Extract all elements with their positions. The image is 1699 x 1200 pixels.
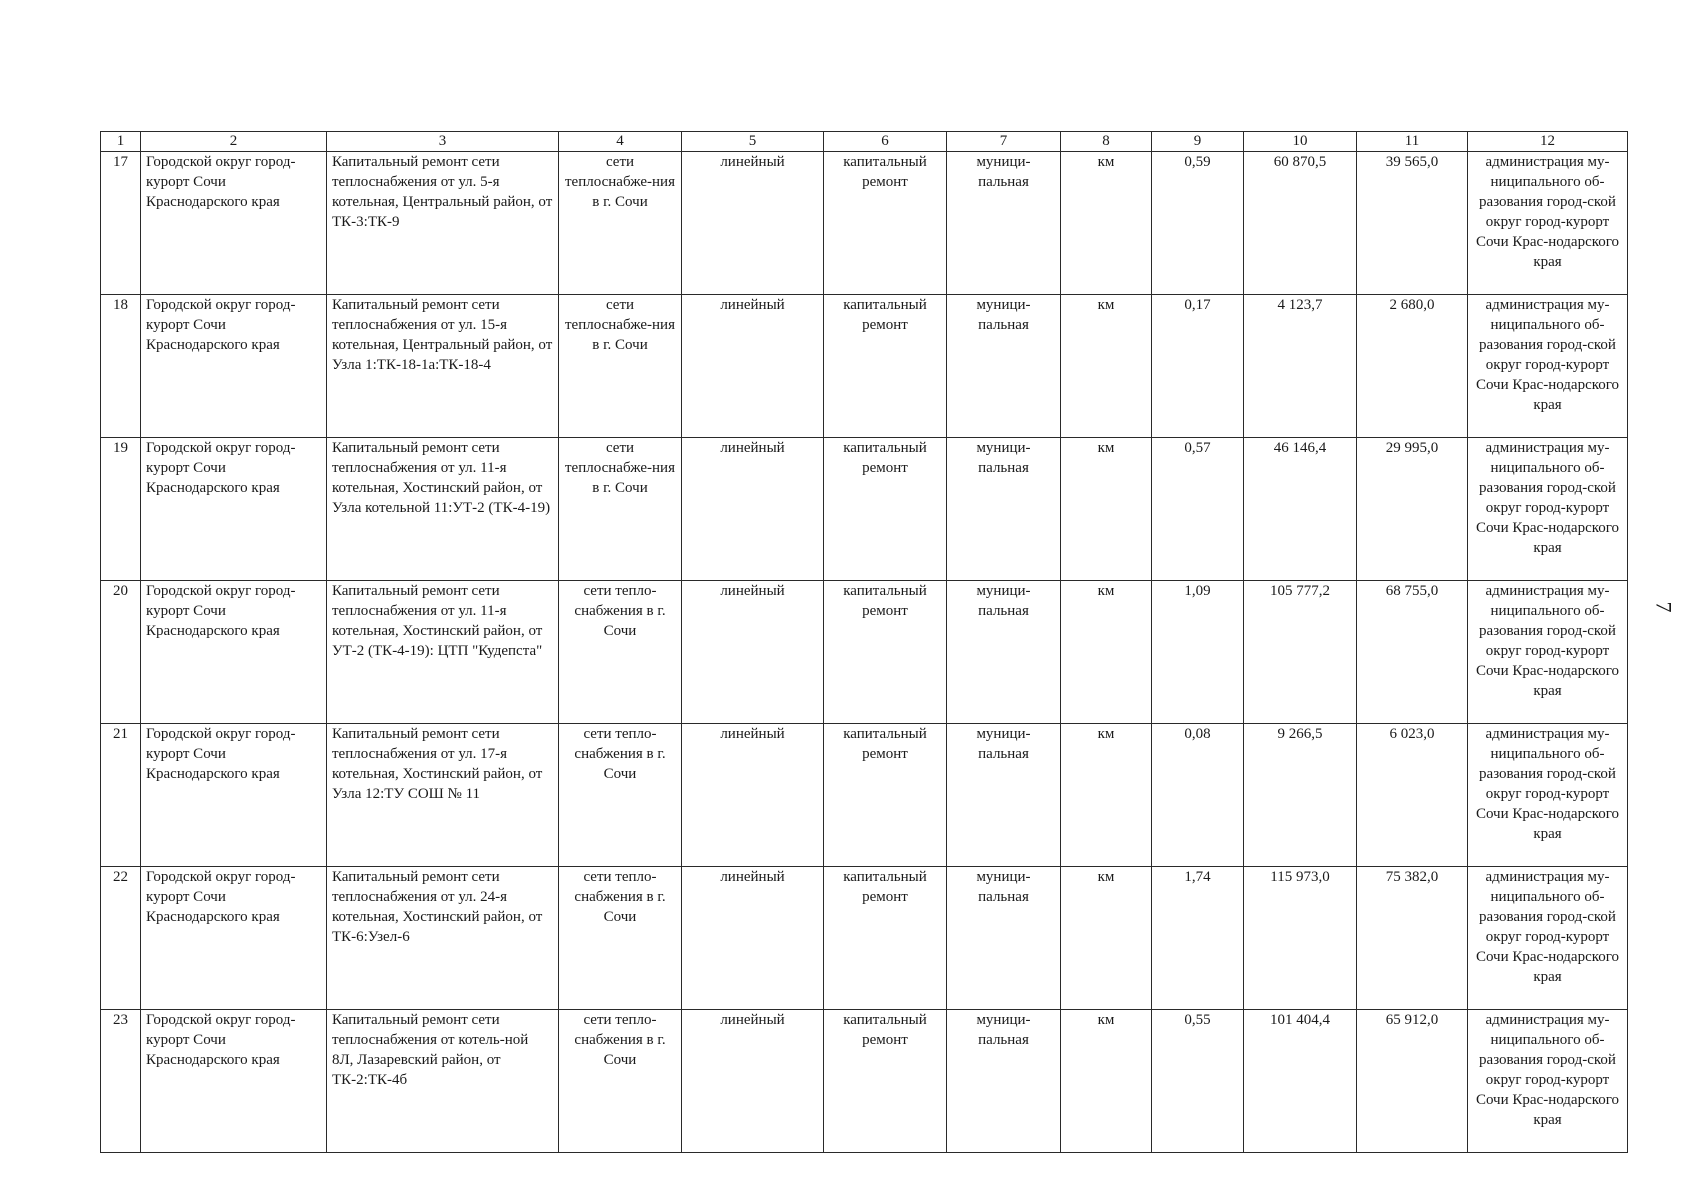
type-cell: линейный — [682, 295, 824, 438]
table-row — [101, 152, 1628, 295]
customer-cell: администрация му-ниципального об-разования город-ской округ город-курорт Сочи Крас-нодарского края — [1468, 724, 1628, 867]
investment-table — [100, 131, 1628, 1153]
object-cell: сети тепло-снабжения в г. Сочи — [559, 867, 682, 1010]
type-cell: линейный — [682, 1010, 824, 1153]
unit-cell: км — [1061, 1010, 1152, 1153]
unit-cell: км — [1061, 295, 1152, 438]
table-row — [101, 295, 1628, 438]
ownership-cell: муници-пальная — [947, 1010, 1061, 1153]
row-number: 17 — [101, 152, 141, 295]
cost-total-cell: 9 266,5 — [1244, 724, 1357, 867]
region-cell: Городской округ город-курорт Сочи Краснодарского края — [141, 1010, 327, 1153]
ownership-cell: муници-пальная — [947, 438, 1061, 581]
row-number: 21 — [101, 724, 141, 867]
description-cell: Капитальный ремонт сети теплоснабжения от ул. 11-я котельная, Хостинский район, от Узла котельной 11:УТ-2 (ТК-4-19) — [327, 438, 559, 581]
ownership-cell: муници-пальная — [947, 152, 1061, 295]
row-number: 19 — [101, 438, 141, 581]
page-number: 7 — [1651, 601, 1677, 613]
length-cell: 0,17 — [1152, 295, 1244, 438]
length-cell: 0,59 — [1152, 152, 1244, 295]
unit-cell: км — [1061, 152, 1152, 295]
work-cell: капитальный ремонт — [824, 295, 947, 438]
row-number: 18 — [101, 295, 141, 438]
object-cell: сети теплоснабже-ния в г. Сочи — [559, 295, 682, 438]
unit-cell: км — [1061, 724, 1152, 867]
column-header: 8 — [1061, 132, 1152, 152]
column-header: 10 — [1244, 132, 1357, 152]
unit-cell: км — [1061, 581, 1152, 724]
cost-total-cell: 115 973,0 — [1244, 867, 1357, 1010]
table-row — [101, 867, 1628, 1010]
length-cell: 0,57 — [1152, 438, 1244, 581]
table-row — [101, 1010, 1628, 1153]
customer-cell: администрация му-ниципального об-разования город-ской округ город-курорт Сочи Крас-нодарского края — [1468, 295, 1628, 438]
length-cell: 1,09 — [1152, 581, 1244, 724]
work-cell: капитальный ремонт — [824, 1010, 947, 1153]
length-cell: 0,08 — [1152, 724, 1244, 867]
customer-cell: администрация му-ниципального об-разования город-ской округ город-курорт Сочи Крас-нодарского края — [1468, 1010, 1628, 1153]
row-number: 23 — [101, 1010, 141, 1153]
ownership-cell: муници-пальная — [947, 581, 1061, 724]
cost-share-cell: 29 995,0 — [1357, 438, 1468, 581]
work-cell: капитальный ремонт — [824, 438, 947, 581]
cost-share-cell: 6 023,0 — [1357, 724, 1468, 867]
description-cell: Капитальный ремонт сети теплоснабжения от ул. 17-я котельная, Хостинский район, от Узла 12:ТУ СОШ № 11 — [327, 724, 559, 867]
object-cell: сети тепло-снабжения в г. Сочи — [559, 581, 682, 724]
description-cell: Капитальный ремонт сети теплоснабжения от котель-ной 8Л, Лазаревский район, от ТК-2:ТК-4б — [327, 1010, 559, 1153]
work-cell: капитальный ремонт — [824, 152, 947, 295]
table-row — [101, 581, 1628, 724]
cost-share-cell: 2 680,0 — [1357, 295, 1468, 438]
region-cell: Городской округ город-курорт Сочи Краснодарского края — [141, 581, 327, 724]
column-header: 11 — [1357, 132, 1468, 152]
header-row — [101, 132, 1628, 152]
column-header: 6 — [824, 132, 947, 152]
length-cell: 0,55 — [1152, 1010, 1244, 1153]
cost-share-cell: 65 912,0 — [1357, 1010, 1468, 1153]
object-cell: сети теплоснабже-ния в г. Сочи — [559, 438, 682, 581]
region-cell: Городской округ город-курорт Сочи Краснодарского края — [141, 438, 327, 581]
description-cell: Капитальный ремонт сети теплоснабжения от ул. 24-я котельная, Хостинский район, от ТК-6:Узел-6 — [327, 867, 559, 1010]
column-header: 9 — [1152, 132, 1244, 152]
work-cell: капитальный ремонт — [824, 724, 947, 867]
ownership-cell: муници-пальная — [947, 295, 1061, 438]
region-cell: Городской округ город-курорт Сочи Краснодарского края — [141, 867, 327, 1010]
length-cell: 1,74 — [1152, 867, 1244, 1010]
customer-cell: администрация му-ниципального об-разования город-ской округ город-курорт Сочи Крас-нодарского края — [1468, 438, 1628, 581]
type-cell: линейный — [682, 152, 824, 295]
cost-total-cell: 60 870,5 — [1244, 152, 1357, 295]
customer-cell: администрация му-ниципального об-разования город-ской округ город-курорт Сочи Крас-нодарского края — [1468, 867, 1628, 1010]
cost-total-cell: 46 146,4 — [1244, 438, 1357, 581]
object-cell: сети тепло-снабжения в г. Сочи — [559, 724, 682, 867]
region-cell: Городской округ город-курорт Сочи Краснодарского края — [141, 724, 327, 867]
table-row — [101, 438, 1628, 581]
ownership-cell: муници-пальная — [947, 867, 1061, 1010]
column-header: 7 — [947, 132, 1061, 152]
cost-total-cell: 101 404,4 — [1244, 1010, 1357, 1153]
cost-share-cell: 39 565,0 — [1357, 152, 1468, 295]
column-header: 3 — [327, 132, 559, 152]
row-number: 20 — [101, 581, 141, 724]
description-cell: Капитальный ремонт сети теплоснабжения от ул. 15-я котельная, Центральный район, от Узла 1:ТК-18-1а:ТК-18-4 — [327, 295, 559, 438]
work-cell: капитальный ремонт — [824, 581, 947, 724]
region-cell: Городской округ город-курорт Сочи Краснодарского края — [141, 152, 327, 295]
cost-share-cell: 68 755,0 — [1357, 581, 1468, 724]
unit-cell: км — [1061, 438, 1152, 581]
cost-total-cell: 105 777,2 — [1244, 581, 1357, 724]
column-header: 4 — [559, 132, 682, 152]
column-header: 1 — [101, 132, 141, 152]
row-number: 22 — [101, 867, 141, 1010]
unit-cell: км — [1061, 867, 1152, 1010]
cost-share-cell: 75 382,0 — [1357, 867, 1468, 1010]
customer-cell: администрация му-ниципального об-разования город-ской округ город-курорт Сочи Крас-нодарского края — [1468, 581, 1628, 724]
type-cell: линейный — [682, 867, 824, 1010]
type-cell: линейный — [682, 581, 824, 724]
column-header: 12 — [1468, 132, 1628, 152]
table-row — [101, 724, 1628, 867]
description-cell: Капитальный ремонт сети теплоснабжения от ул. 5-я котельная, Центральный район, от ТК-3:ТК-9 — [327, 152, 559, 295]
object-cell: сети теплоснабже-ния в г. Сочи — [559, 152, 682, 295]
cost-total-cell: 4 123,7 — [1244, 295, 1357, 438]
description-cell: Капитальный ремонт сети теплоснабжения от ул. 11-я котельная, Хостинский район, от УТ-2 (ТК-4-19): ЦТП "Кудепста" — [327, 581, 559, 724]
type-cell: линейный — [682, 724, 824, 867]
column-header: 5 — [682, 132, 824, 152]
type-cell: линейный — [682, 438, 824, 581]
region-cell: Городской округ город-курорт Сочи Краснодарского края — [141, 295, 327, 438]
object-cell: сети тепло-снабжения в г. Сочи — [559, 1010, 682, 1153]
work-cell: капитальный ремонт — [824, 867, 947, 1010]
column-header: 2 — [141, 132, 327, 152]
customer-cell: администрация му-ниципального об-разования город-ской округ город-курорт Сочи Крас-нодарского края — [1468, 152, 1628, 295]
ownership-cell: муници-пальная — [947, 724, 1061, 867]
